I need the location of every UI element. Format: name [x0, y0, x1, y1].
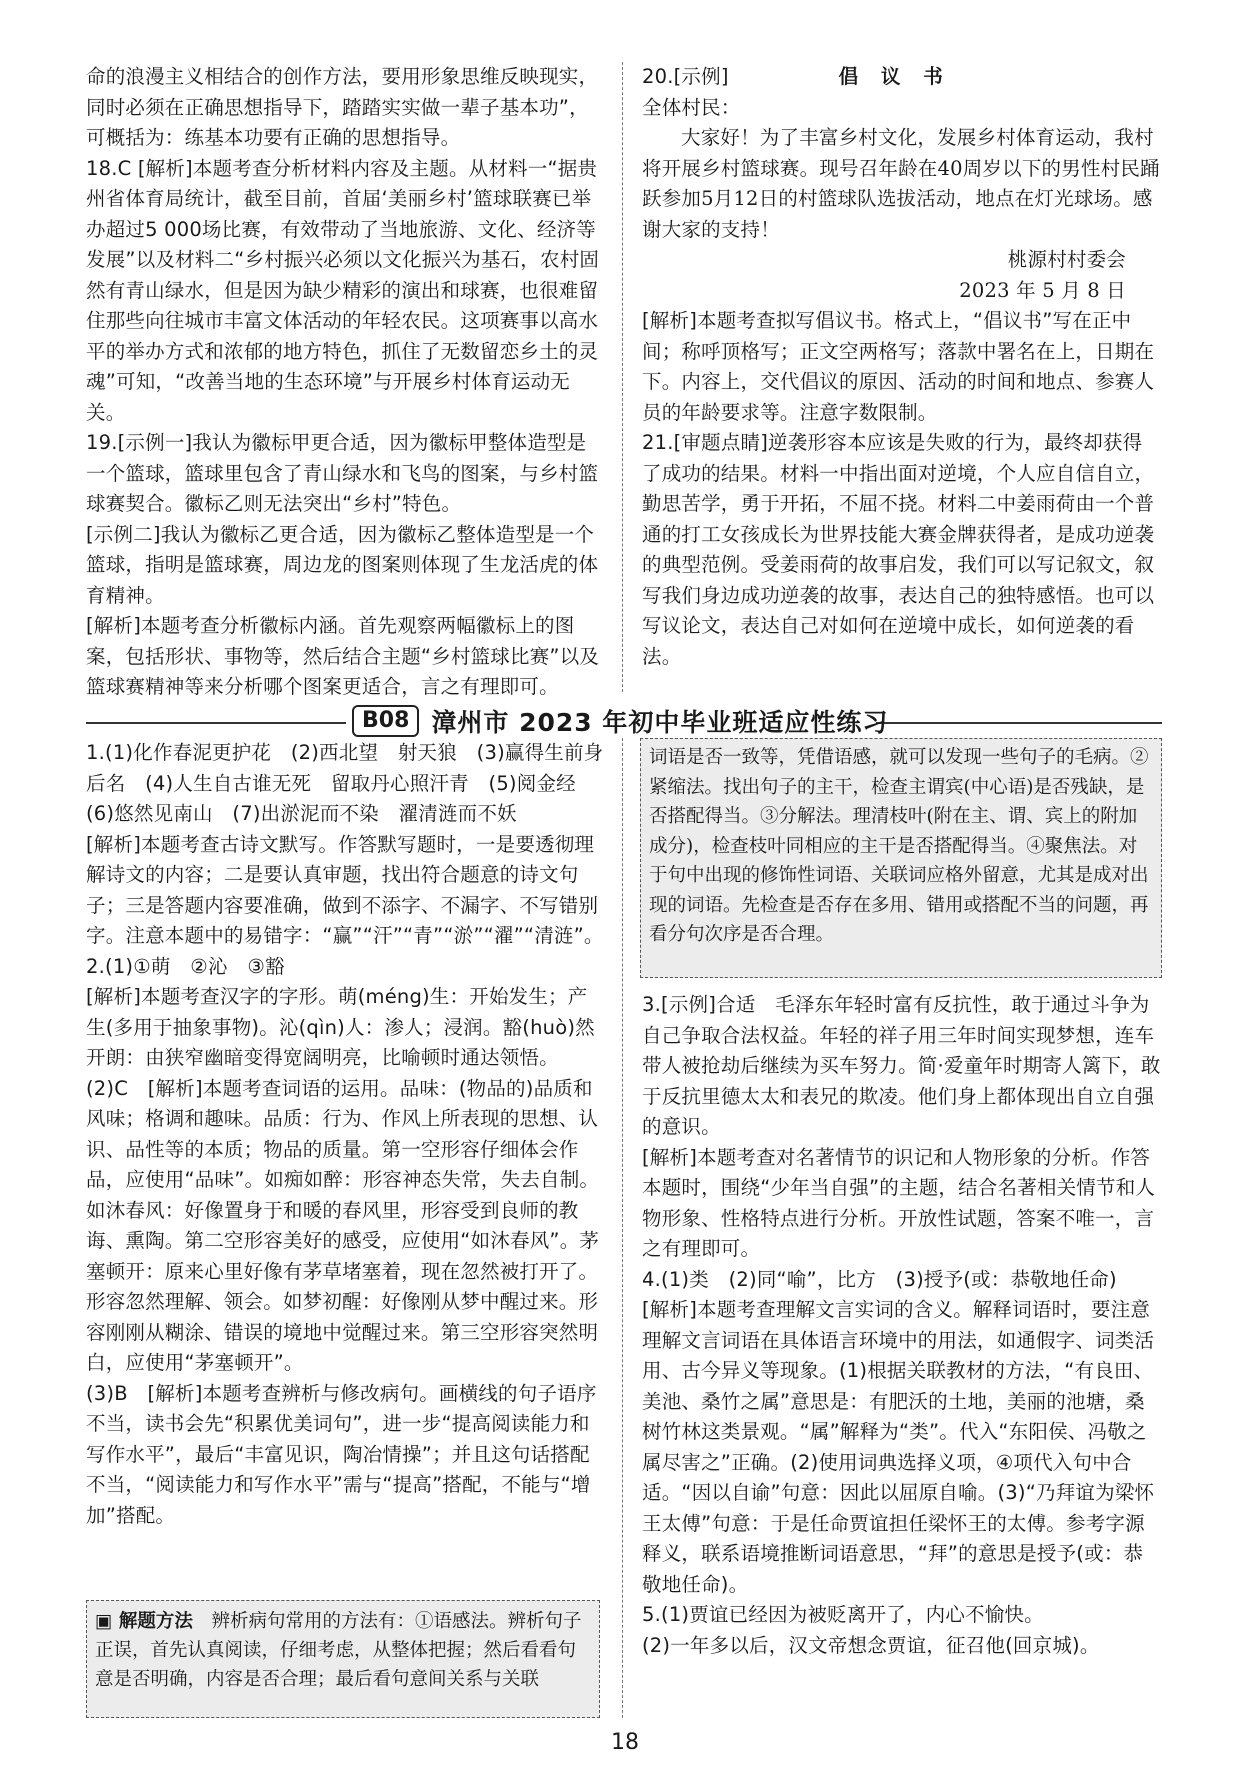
- letter-signer: 桃源村村委会: [1007, 248, 1126, 271]
- question-4: 4.(1)类 (2)同“喻”，比方 (3)授予(或：恭敬地任命): [642, 1267, 1117, 1291]
- question-4-analysis: [解析]本题考查理解文言实词的含义。解释词语时，要注意理解文言词语在具体语言环境中的用法，如通假字、词类活用、古今异义等现象。(1)根据关联教材的方法，“有良田、美池、桑竹之属”意思是：有肥沃的土地，美丽的池塘，桑树竹林这类景观。“属”解释为“类”。代入“东阳侯、冯敬之属尽害之”正确。(2)使用词典选择义项，④项代入句中合适。“因以自谕”句意：因此以屈原自喻。(3)“乃拜谊为梁怀王太傅”句意：于是任命贾谊担任梁怀王的太傅。参考字源释义，联系语境推断词语意思，“拜”的意思是授予(或：恭敬地任命)。: [642, 1298, 1155, 1596]
- method-text-continued: 词语是否一致等，凭借语感，就可以发现一些句子的毛病。②紧缩法。找出句子的主干，检查主谓宾(中心语)是否残缺，是否搭配得当。③分解法。理清枝叶(附在主、谓、宾上的附加成分)，检查枝叶同相应的主干是否搭配得当。④聚焦法。对于句中出现的修饰性词语、关联词应格外留意，尤其是成对出现的词语。先检查是否存在多用、错用或搭配不当的问题，再看分句次序是否合理。: [649, 747, 1149, 945]
- letter-salutation: 全体村民：: [642, 95, 741, 119]
- question-2-1: 2.(1)①萌 ②沁 ③豁: [86, 954, 285, 978]
- paragraph: 命的浪漫主义相结合的创作方法，要用形象思维反映现实，同时必须在正确思想指导下，踏踏实实做一辈子基本功”，可概括为：练基本功要有正确的思想指导。: [86, 65, 599, 149]
- question-2-3: (3)B [解析]本题考查辨析与修改病句。画横线的句子语序不当，读书会先“积累优美词句”，进一步“提高阅读能力和写作水平”，最后“丰富见识，陶冶情操”；并且这句话搭配不当，“阅读能力和写作水平”需与“提高”搭配，不能与“增加”搭配。: [86, 1381, 597, 1527]
- section-header: [352, 704, 888, 738]
- section-rule-right: [876, 722, 1162, 724]
- method-text: 辨析病句常用的方法有：①语感法。辨析句子正误，首先认真阅读，仔细考虑，从整体把握；然后看看句意是否明确，内容是否合理；最后看句意间关系与关联: [95, 1611, 582, 1690]
- question-1-analysis: [解析]本题考查古诗文默写。作答默写题时，一是要透彻理解诗文的内容；二是要认真审题，找出符合题意的诗文句子；三是答题内容要准确，做到不添字、不漏字、不写错别字。注意本题中的易错字：“赢”“汗”“青”“淤”“濯”“清涟”。: [86, 832, 604, 947]
- question-18: 18.C [解析]本题考查分析材料内容及主题。从材料一“据贵州省体育局统计，截至目前，首届‘美丽乡村’篮球联赛已举办超过5 000场比赛，有效带动了当地旅游、文化、经济等发展”以及材料二“乡村振兴必须以文化振兴为基石，农村固然有青山绿水，但是因为缺少精彩的演出和球赛，也很难留住那些向往城市丰富文体活动的年轻农民。这项赛事以高水平的举办方式和浓郁的地方特色，抓住了无数留恋乡土的灵魂”可知，“改善当地的生态环境”与开展乡村体育运动无关。: [86, 156, 600, 424]
- section-rule-left: [86, 722, 346, 724]
- section-badge: B08: [352, 705, 419, 737]
- question-19-analysis: [解析]本题考查分析徽标内涵。首先观察两幅徽标上的图案，包括形状、事物等，然后结合主题“乡村篮球比赛”以及篮球赛精神等来分析哪个图案更适合，言之有理即可。: [86, 614, 600, 698]
- question-20-analysis: [解析]本题考查拟写倡议书。格式上，“倡议书”写在正中间；称呼顶格写；正文空两格写；落款中署名在上，日期在下。内容上，交代倡议的原因、活动的时间和地点、参赛人员的年龄要求等。注意字数限制。: [642, 309, 1155, 424]
- question-21: 21.[审题点睛]逆袭形容本应该是失败的行为，最终却获得了成功的结果。材料一中指出面对逆境，个人应自信自立，勤思苦学，勇于开拓，不屈不挠。材料二中姜雨荷由一个普通的打工女孩成长为世界技能大赛金牌获得者，是成功逆袭的典型范例。受姜雨荷的故事启发，我们可以写记叙文，叙写我们身边成功逆袭的故事，表达自己的独特感悟。也可以写议论文，表达自己对如何在逆境中成长，如何逆袭的看法。: [642, 431, 1155, 668]
- letter-date: 2023 年 5 月 8 日: [959, 278, 1126, 302]
- method-box: [86, 1600, 600, 1718]
- section-title: 漳州市 2023 年初中毕业班适应性练习: [431, 708, 889, 737]
- method-label-text: 解题方法: [118, 1611, 193, 1632]
- question-19-example-1: 19.[示例一]我认为徽标甲更合适，因为徽标甲整体造型是一个篮球，篮球里包含了青山绿水和飞鸟的图案，与乡村篮球赛契合。徽标乙则无法突出“乡村”特色。: [86, 431, 599, 515]
- question-20-header: [642, 62, 1162, 93]
- top-right-column: [642, 62, 1162, 672]
- bottom-right-column: [642, 990, 1162, 1661]
- column-divider-bottom: [622, 738, 623, 1718]
- question-20-label: 20.[示例]: [642, 65, 729, 88]
- method-label: ▣ 解题方法: [95, 1611, 193, 1632]
- letter-title: 倡 议 书: [838, 65, 951, 88]
- question-5-2: (2)一年多以后，汉文帝想念贾谊，征召他(回京城)。: [642, 1633, 1100, 1657]
- letter-body: 大家好！为了丰富乡村文化，发展乡村体育运动，我村将开展乡村篮球赛。现号召年龄在40周岁以下的男性村民踊跃参加5月12日的村篮球队选拔活动，地点在灯光球场。感谢大家的支持！: [642, 126, 1160, 241]
- question-2-1-analysis: [解析]本题考查汉字的字形。萌(méng)生：开始发生；产生(多用于抽象事物)。沁(qìn)人：渗人；浸润。豁(huò)然开朗：由狭窄幽暗变得宽阔明亮，比喻顿时通达领悟。: [86, 985, 595, 1069]
- top-left-column: [86, 62, 606, 703]
- page-number: 18: [611, 1730, 639, 1755]
- column-divider-top: [622, 62, 623, 692]
- bottom-left-column: [86, 738, 606, 1531]
- method-box-continued: [640, 738, 1162, 978]
- question-3: 3.[示例]合适 毛泽东年轻时富有反抗性，敢于通过斗争为自己争取合法权益。年轻的祥子用三年时间实现梦想，连车带人被抢劫后继续为买车努力。简·爱童年时期寄人篱下，敢于反抗里德太太和表兄的欺凌。他们身上都体现出自立自强的意识。: [642, 993, 1161, 1138]
- question-5-1: 5.(1)贾谊已经因为被贬离开了，内心不愉快。: [642, 1603, 1044, 1626]
- question-3-analysis: [解析]本题考查对名著情节的识记和人物形象的分析。作答本题时，围绕“少年当自强”的主题，结合名著相关情节和人物形象、性格特点进行分析。开放性试题，答案不唯一，言之有理即可。: [642, 1145, 1156, 1260]
- question-19-example-2: [示例二]我认为徽标乙更合适，因为徽标乙整体造型是一个篮球，指明是篮球赛，周边龙的图案则体现了生龙活虎的体育精神。: [86, 522, 599, 607]
- question-2-2: (2)C [解析]本题考查词语的运用。品味：(物品的)品质和风味；格调和趣味。品质：行为、作风上所表现的思想、认识、品性等的本质；物品的质量。第一空形容仔细体会作品，应使用“品味”。如痴如醉：形容神态失常，失去自制。如沐春风：好像置身于和暖的春风里，形容受到良师的教诲、熏陶。第二空形容美好的感受，应使用“如沐春风”。茅塞顿开：原来心里好像有茅草堵塞着，现在忽然被打开了。形容忽然理解、领会。如梦初醒：好像刚从梦中醒过来。形容刚刚从糊涂、错误的境地中觉醒过来。第三空形容突然明白，应使用“茅塞顿开”。: [86, 1076, 600, 1374]
- question-1: 1.(1)化作春泥更护花 (2)西北望 射天狼 (3)赢得生前身后名 (4)人生自古谁无死 留取丹心照汗青 (5)阅金经 (6)悠然见南山 (7)出淤泥而不染 濯清涟而不妖: [86, 741, 604, 825]
